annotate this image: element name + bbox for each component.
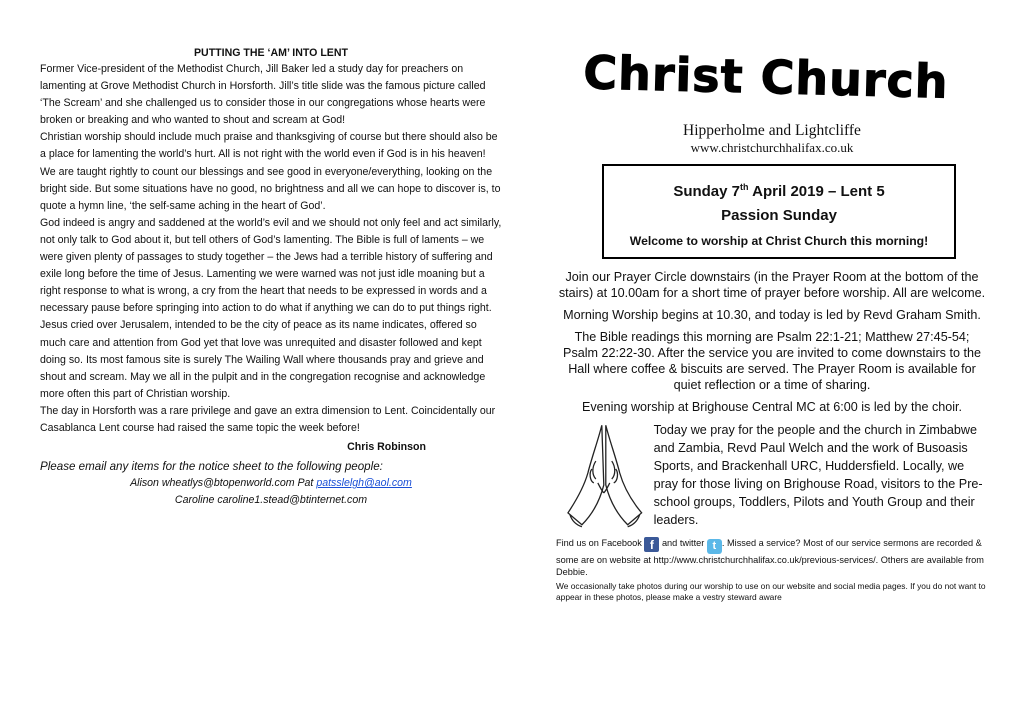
photo-notice: We occasionally take photos during our worship to use on our website and social media pages. If you do not want to appear in these photos, please make a vestry steward aware — [556, 581, 986, 602]
twitter-icon[interactable]: t — [707, 539, 722, 554]
service-box — [602, 164, 956, 259]
article-paragraph-2: Christian worship should include much praise and thanksgiving of course but there should also be a place for lamenting the world’s hurt. All is not right with the world even if God is in his heaven! We are taught rightly to count our blessings and see good in everyone/everything, looking on the bright side. But some situations have no good, no brightness and all we can hope to discover is, to quote a hymn line, ‘the self-same aching in the heart of God’. — [40, 131, 501, 212]
contact-alison-pat: Alison wheatlys@btopenworld.com Pat — [130, 477, 317, 490]
lent-article — [40, 46, 502, 509]
prayer-section — [556, 421, 988, 529]
social-footer: Find us on Facebook f and twitter t . Missed a service? Most of our service sermons are recorded & some are on website at http://www.christchurchhalifax.co.uk/previous-services/. Others are available from Debbie. — [556, 538, 984, 577]
article-paragraph-4: Jesus cried over Jerusalem, intended to be the city of peace as its name indicates, offered so much care and attention from God yet that love was unrequited and disaster followed and kept doing so. Its most famous site is surely The Wailing Wall where thousands pray and grieve and shout and scream. May we all in the pulpit and in the congregation recognise and acknowledge more often this part of Christian worship. — [40, 319, 486, 400]
facebook-icon[interactable]: f — [644, 537, 659, 552]
article-paragraph-5: The day in Horsforth was a rare privilege and gave an extra dimension to Lent. Coincidentally our Casablanca Lent course had raised the same topic the week before! — [40, 404, 496, 434]
contacts — [40, 475, 502, 509]
notices — [556, 269, 988, 415]
prayer-text: Today we pray for the people and the church in Zimbabwe and Zambia, Revd Paul Welch and the work of Busoasis Sports, and Brackenhall URC, Huddersfield. Locally, we pray for those living on Brighouse Road, visitors to the Pre-school groups, Toddlers, Pilots and Youth Group and their leaders. — [653, 423, 983, 527]
article-signature: Chris Robinson — [347, 441, 426, 454]
praying-hands-icon — [562, 421, 648, 529]
church-website[interactable]: www.christchurchhalifax.co.uk — [690, 140, 854, 155]
service-date: Sunday 7th April 2019 – Lent 5 — [673, 182, 885, 200]
notice-evening-worship: Evening worship at Brighouse Central MC at 6:00 is led by the choir. — [581, 400, 963, 414]
service-subtitle: Passion Sunday — [721, 207, 837, 224]
church-logo: Christ Church — [582, 45, 950, 109]
article-heading: PUTTING THE ‘AM’ INTO LENT — [193, 47, 348, 59]
notice-morning-worship: Morning Worship begins at 10.30, and today is led by Revd Graham Smith. — [563, 308, 981, 322]
notice-sheet — [556, 45, 988, 603]
church-location: Hipperholme and Lightcliffe — [683, 122, 861, 139]
contact-caroline: Caroline caroline1.stead@btinternet.com — [174, 494, 368, 507]
notice-bible-readings: The Bible readings this morning are Psalm 22:1-21; Matthew 27:45-54; Psalm 22:22-30. After the service you are invited to come downstairs to the Hall where coffee & biscuits are served. The Prayer Room is available for quiet reflection or a time of sharing. — [563, 330, 981, 392]
welcome-text: Welcome to worship at Christ Church this morning! — [629, 234, 929, 248]
pat-email-link[interactable]: patsslelgh@aol.com — [316, 477, 412, 490]
notice-prayer-circle: Join our Prayer Circle downstairs (in the Prayer Room at the bottom of the stairs) at 10.00am for a short time of prayer before worship. All are welcome. — [558, 270, 986, 300]
article-paragraph-1: Former Vice-president of the Methodist Church, Jill Baker led a study day for preachers on lamenting at Grove Methodist Church in Horsforth. Jill’s title slide was the famous picture called ‘The Scream’ and she challenged us to consider those in our congregations whose hearts were broken or breaking and who wanted to shout and scream at God! — [40, 63, 486, 127]
email-note: Please email any items for the notice sheet to the following people: — [40, 460, 383, 474]
article-paragraph-3: God indeed is angry and saddened at the world’s evil and we should not only feel and act similarly, not only talk to God about it, but tell others of God’s lamenting. The Bible is full of laments – we were given plenty of passages to study together – the Jews had a terrible history of suffering and exile long before the time of Jesus. Lamenting we were warned was not just idle moaning but a right response to what is wrong, a cry from the heart that needs to be expressed in words and a necessary pause before springing into action to do what if anything we can do to put things right. — [40, 216, 502, 315]
